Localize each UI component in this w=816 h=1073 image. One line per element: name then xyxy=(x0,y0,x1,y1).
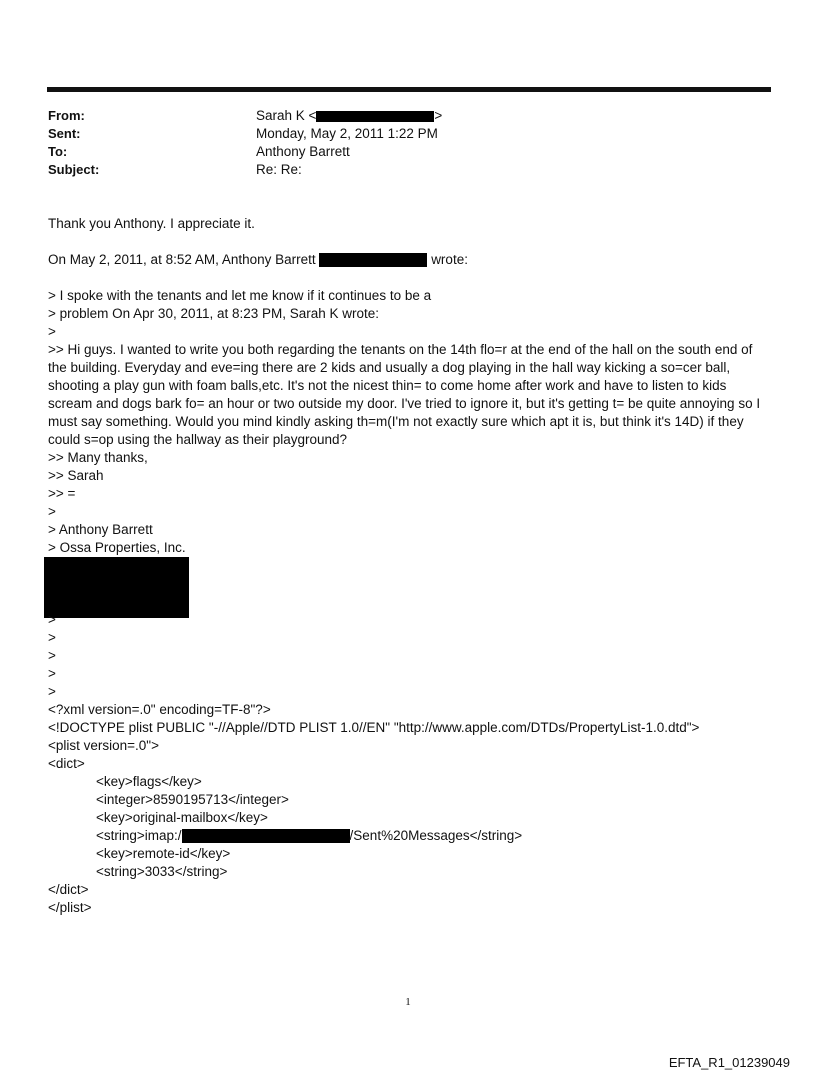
key-remote: <key>remote-id</key> xyxy=(96,846,231,861)
to-label: To: xyxy=(48,144,68,159)
email-body xyxy=(48,215,772,557)
quote-intro xyxy=(48,251,772,269)
string-imap-start: <string>imap:/ xyxy=(96,828,182,843)
to-value: Anthony Barrett xyxy=(256,144,350,159)
redaction-imap-address xyxy=(182,829,350,843)
doctype-line: <!DOCTYPE plist PUBLIC "-//Apple//DTD PLIST 1.0//EN" "http://www.apple.com/DTDs/PropertyList-1.0.dtd"> xyxy=(48,720,700,735)
document-stamp: EFTA_R1_01239049 xyxy=(668,1055,790,1070)
xml-declaration: <?xml version=.0" encoding=TF-8"?> xyxy=(48,702,271,717)
subject-label: Subject: xyxy=(48,162,100,177)
plist-close: </plist> xyxy=(48,900,92,915)
key-mailbox: <key>original-mailbox</key> xyxy=(96,810,268,825)
reply-line: Thank you Anthony. I appreciate it. xyxy=(48,216,255,231)
quoted-paragraph: >> Hi guys. I wanted to write you both regarding the tenants on the 14th flo=r at the end of the hall on the south end of the building. Everyday and eve=ing there are 2 kids and usually a dog playing in the hall way kicking a so=cer ball, shooting a play gun with foam balls,etc. It's not the nicest thin= to come home after work and have to listen to kids scream and dogs bark fo= an hour or two outside my door. I've tried to ignore it, but it's getting t= be quite annoying so I must say something. Would you mind kindly asking th=m(I'm not exactly sure which apt it is, but think it's 14D) if they could s=op using the hallway as their playground? xyxy=(48,342,761,447)
quoted-line: > problem On Apr 30, 2011, at 8:23 PM, Sarah K wrote: xyxy=(48,306,380,321)
quoted-line: > xyxy=(48,648,56,663)
quoted-line: > xyxy=(48,630,56,645)
quoted-line: > I spoke with the tenants and let me know if it continues to be a xyxy=(48,288,432,303)
from-value-end: > xyxy=(434,108,443,123)
page-number: 1 xyxy=(405,996,411,1008)
key-flags: <key>flags</key> xyxy=(96,774,202,789)
quoted-line: >> Many thanks, xyxy=(48,450,148,465)
sent-label: Sent: xyxy=(48,126,81,141)
from-label: From: xyxy=(48,108,85,123)
string-remote: <string>3033</string> xyxy=(96,864,228,879)
plist-open: <plist version=.0"> xyxy=(48,738,159,753)
quoted-line: >> = xyxy=(48,486,76,501)
sent-value: Monday, May 2, 2011 1:22 PM xyxy=(256,126,438,141)
header-rule xyxy=(47,87,771,92)
quoted-line: > Ossa Properties, Inc. xyxy=(48,540,186,555)
string-imap-end: /Sent%20Messages</string> xyxy=(349,828,523,843)
quoted-line: > xyxy=(48,504,56,519)
quoted-line: >> Sarah xyxy=(48,468,104,483)
quote-intro-start: On May 2, 2011, at 8:52 AM, Anthony Barrett xyxy=(48,252,316,267)
quoted-line: > xyxy=(48,666,56,681)
redaction-signature-block xyxy=(44,557,189,618)
quoted-line: > xyxy=(48,684,56,699)
quote-intro-end: wrote: xyxy=(431,252,468,267)
subject-value: Re: Re: xyxy=(256,162,302,177)
integer-flags: <integer>8590195713</integer> xyxy=(96,792,289,807)
dict-open: <dict> xyxy=(48,756,85,771)
redaction-from-email xyxy=(316,111,434,122)
quoted-line: > xyxy=(48,612,56,627)
from-name: Sarah K < xyxy=(256,108,317,123)
quoted-line: > Anthony Barrett xyxy=(48,522,153,537)
dict-close: </dict> xyxy=(48,882,89,897)
plist-section xyxy=(48,611,772,917)
from-value xyxy=(256,107,442,125)
redaction-sender-email xyxy=(319,253,427,267)
string-imap xyxy=(48,827,772,845)
quoted-line: > xyxy=(48,324,56,339)
